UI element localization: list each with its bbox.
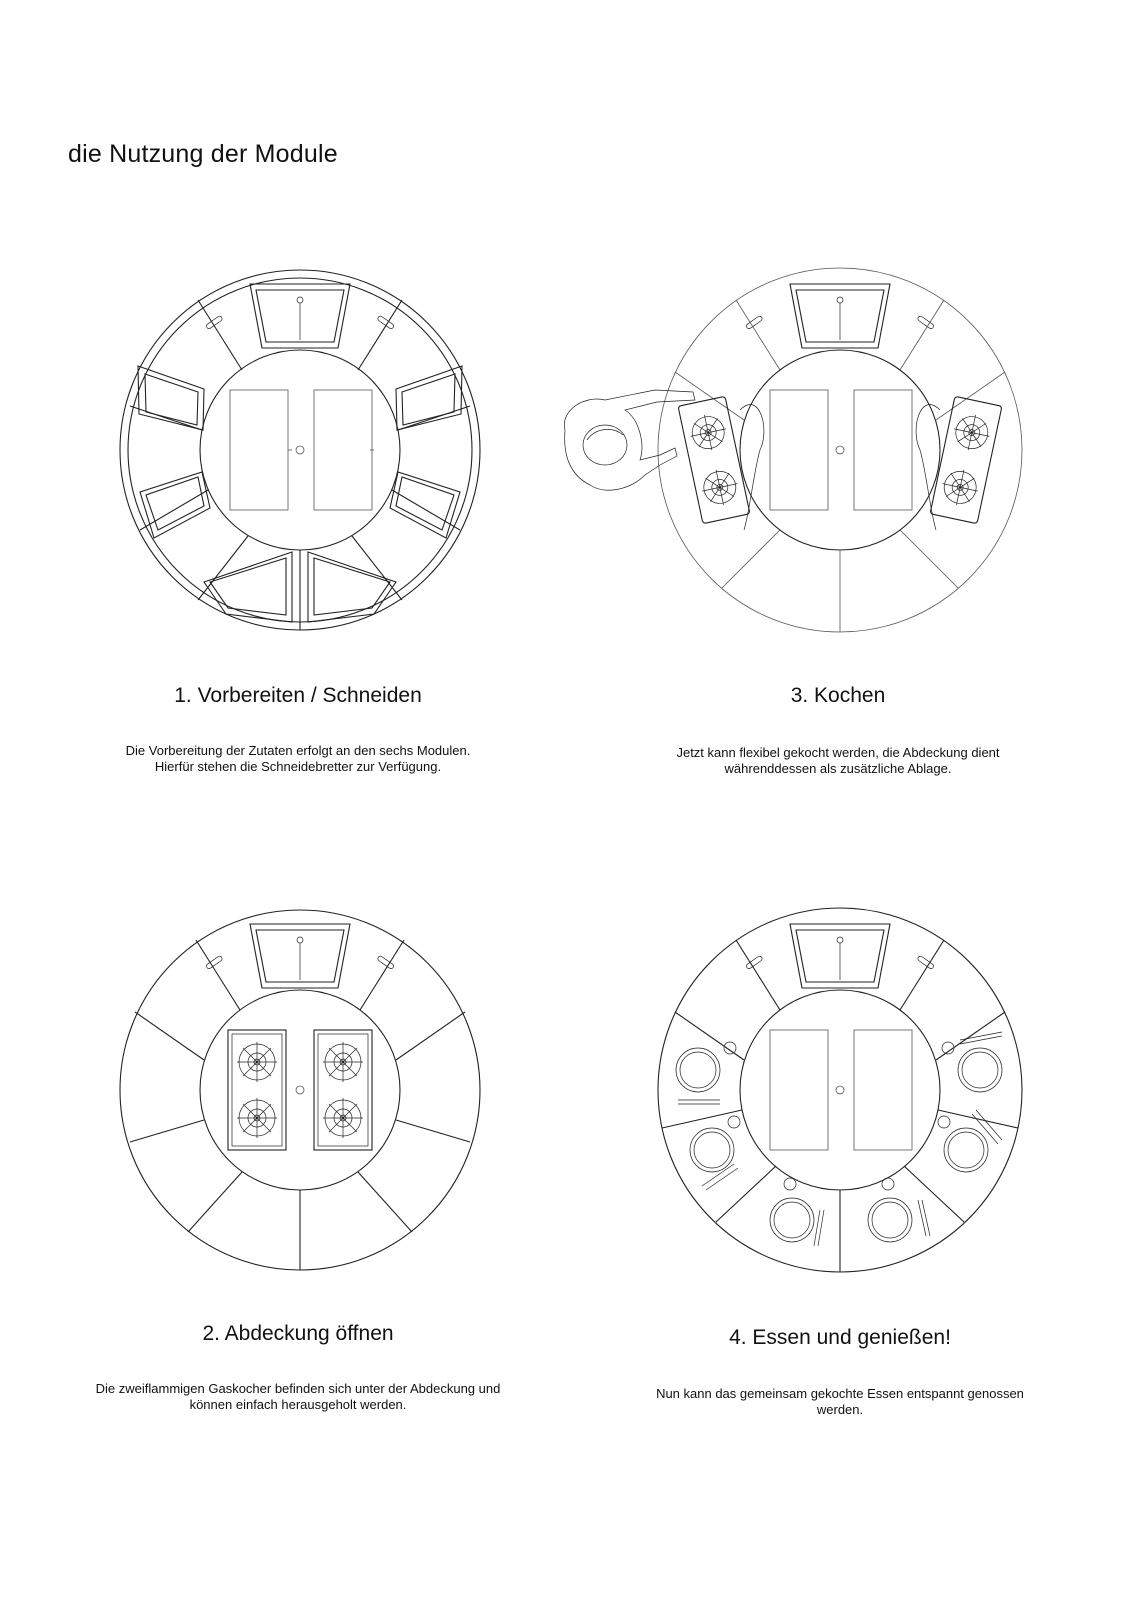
page-title: die Nutzung der Module <box>68 140 338 168</box>
place-setting-right-upper <box>942 1032 1002 1092</box>
caption-step-2 <box>28 1322 568 1413</box>
handle-right <box>377 315 395 329</box>
table-plan <box>120 910 480 1270</box>
step-description-line: Nun kann das gemeinsam gekochte Essen entspannt genossen <box>656 1386 1024 1401</box>
cutting-module-right-lower <box>390 472 460 538</box>
step-description-line: währenddessen als zusätzliche Ablage. <box>724 761 952 776</box>
diagram-open-cover <box>110 900 490 1280</box>
step-description-line: können einfach herausgeholt werden. <box>189 1397 407 1412</box>
diagram-prepare <box>110 260 490 640</box>
cutting-module-bottom-left <box>204 552 292 622</box>
table-plan <box>120 270 480 630</box>
gas-stove-right <box>314 1030 372 1150</box>
step-description-line: werden. <box>816 1402 864 1417</box>
cutting-module-bottom-right <box>308 552 396 622</box>
step-description-line: Jetzt kann flexibel gekocht werden, die Abdeckung dient <box>676 745 1000 760</box>
step-description-line: Hierfür stehen die Schneidebretter zur Verfügung. <box>154 759 442 774</box>
cutting-module-top <box>790 284 890 348</box>
cutting-module-left-upper <box>138 366 204 430</box>
step-title: 1. Vorbereiten / Schneiden <box>174 684 422 707</box>
diagram-eat <box>650 900 1030 1280</box>
handle-left <box>205 315 223 329</box>
cutting-module-left-lower <box>140 472 210 538</box>
cutting-module-top <box>250 284 350 348</box>
step-title: 3. Kochen <box>790 684 886 707</box>
place-setting-left-lower <box>690 1116 740 1190</box>
gas-stove-left <box>228 1030 286 1150</box>
caption-step-3 <box>568 684 1108 777</box>
gas-stove-left <box>678 396 750 523</box>
place-setting-right-lower <box>938 1110 1002 1172</box>
step-title: 2. Abdeckung öffnen <box>202 1322 394 1345</box>
diagram-cook <box>555 260 1035 640</box>
cover-lids <box>770 390 912 510</box>
cover-lids <box>770 1030 912 1150</box>
step-title: 4. Essen und genießen! <box>729 1326 951 1349</box>
caption-step-4 <box>570 1326 1110 1418</box>
cutting-module-top <box>790 924 890 988</box>
step-description-line: Die Vorbereitung der Zutaten erfolgt an den sechs Modulen. <box>125 743 471 758</box>
step-description-line: Die zweiflammigen Gaskocher befinden sich unter der Abdeckung und <box>95 1381 501 1396</box>
gas-stove-right <box>930 396 1002 523</box>
cutting-module-right-upper <box>396 366 462 430</box>
place-setting-bottom-right <box>868 1178 930 1242</box>
person-cooking-figure <box>564 390 695 490</box>
cutting-module-top <box>250 924 350 988</box>
caption-step-1 <box>28 684 568 775</box>
table-plan <box>658 908 1022 1272</box>
table-plan <box>658 268 1022 632</box>
cover-lids <box>230 390 374 510</box>
place-setting-left-upper <box>676 1042 736 1104</box>
place-setting-bottom-left <box>770 1178 824 1246</box>
